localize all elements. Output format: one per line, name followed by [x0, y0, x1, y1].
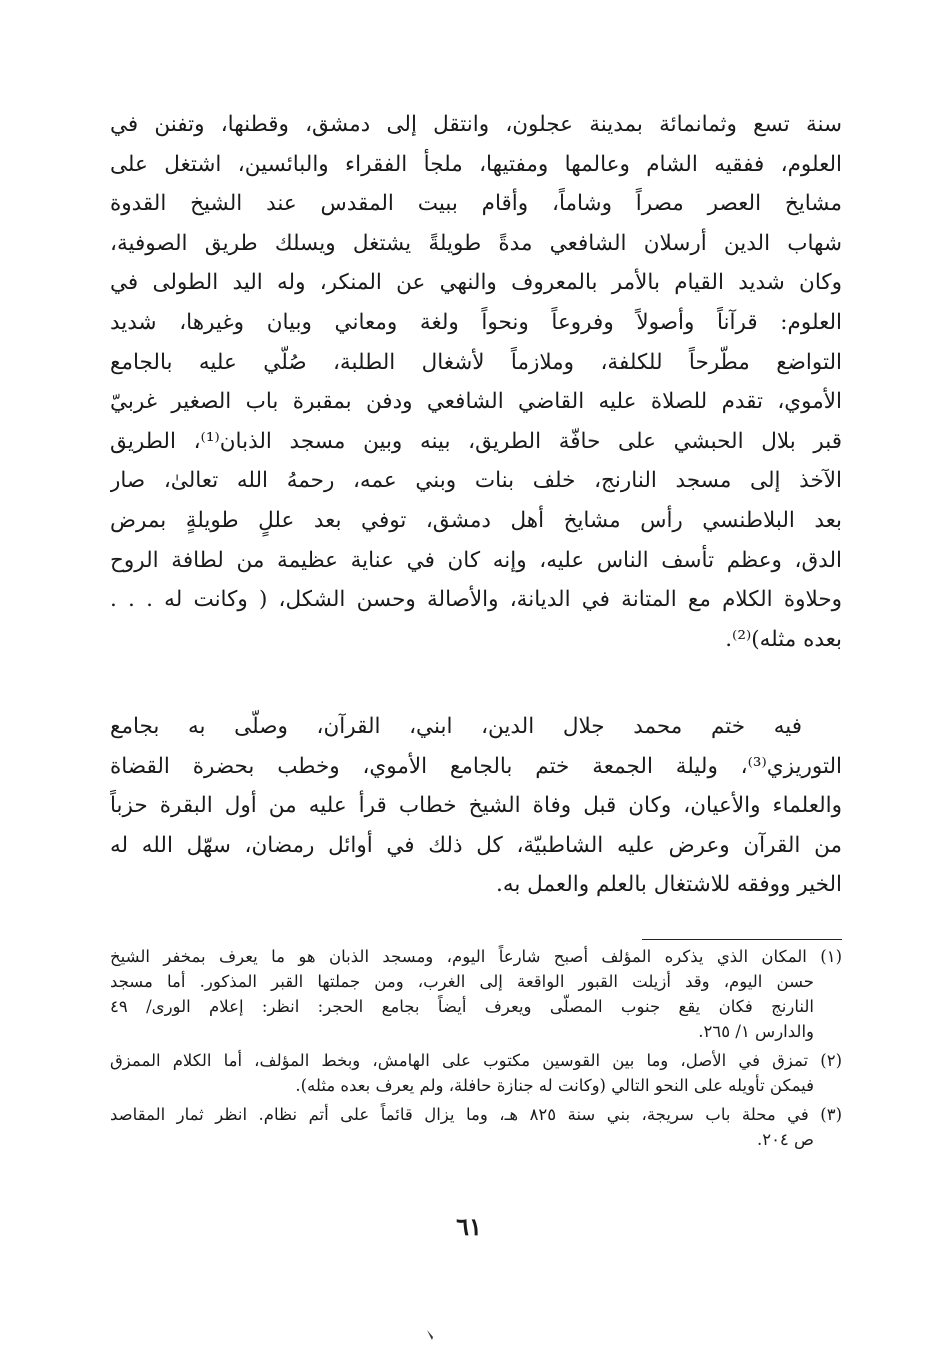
text-line: بعد البلاطنسي رأس مشايخ أهل دمشق، توفي بعد عللٍ طويلةٍ بمرض: [110, 507, 842, 533]
text-line: وكان شديد القيام بالأمر بالمعروف والنهي عن المنكر، وله اليد الطولى في: [110, 270, 842, 296]
text-line: الدق، وعظم تأسف الناس عليه، وإنه كان في عناية عظيمة من لطافة الروح: [110, 547, 842, 573]
footnote-line: فيمكن تأويله على النحو التالي (وكانت له جنازة حافلة، ولم يعرف بعده مثله).: [295, 1076, 814, 1095]
text-line: بعده مثله)⁽²⁾.: [725, 626, 842, 652]
body-paragraph-1: [110, 105, 842, 659]
footnote-line: ص ٢٠٤.: [756, 1130, 814, 1149]
text-line: الآخذ إلى مسجد النارنج، خلف بنات وبني عمه، رحمهُ الله تعالىٰ، صار: [110, 468, 842, 494]
footnote-line: (١) المكان الذي يذكره المؤلف أصبح شارعاً اليوم، ومسجد الذبان هو ما يعرف بمخفر الشيخ: [110, 947, 842, 966]
footnotes-section: [110, 944, 842, 1156]
footnote-line: والدارس ١/ ٢٦٥.: [698, 1022, 814, 1041]
text-line: التواضع مطّرحاً للكلفة، وملازماً لأشغال الطلبة، صُلّي عليه بالجامع: [110, 349, 842, 375]
footnote-divider: [642, 939, 842, 940]
text-line: العلوم: قرآناً وأصولاً وفروعاً ونحواً ولغة ومعاني وبيان وغيرها، شديد: [110, 309, 842, 335]
text-line: قبر بلال الحبشي على حافّة الطريق، بينه وبين مسجد الذبان⁽¹⁾، الطريق: [110, 428, 842, 454]
page-number: ٦١: [456, 1212, 482, 1241]
footnote-2: [110, 1048, 842, 1098]
text-line: شهاب الدين أرسلان الشافعي مدةً طويلةً يشتغل ويسلك طريق الصوفية،: [110, 230, 842, 256]
text-line: الأموي، تقدم للصلاة عليه القاضي الشافعي ودفن بمقبرة باب الصغير غربيّ: [110, 389, 842, 415]
text-line: مشايخ العصر مصراً وشاماً، وأقام ببيت المقدس عند الشيخ القدوة: [110, 191, 842, 217]
text-line: سنة تسع وثمانمائة بمدينة عجلون، وانتقل إلى دمشق، وقطنها، وتفنن في: [110, 112, 842, 137]
scan-speck-icon: [424, 1328, 438, 1342]
footnote-1: [110, 944, 842, 1044]
footnote-3: [110, 1102, 842, 1152]
footnote-line: حسن اليوم، وقد أزيلت القبور الواقعة إلى الغرب، ومن جملتها القبر المذكور. أما مسجد: [110, 972, 814, 991]
footnote-line: (٣) في محلة باب سريجة، بني سنة ٨٢٥ هـ، وما يزال قائماً على أتم نظام. انظر ثمار المقاصد: [110, 1105, 842, 1124]
footnote-line: (٢) تمزق في الأصل، وما بين القوسين مكتوب على الهامش، وبخط المؤلف، أما الكلام الممزق: [110, 1051, 842, 1070]
footnote-line: النارنج فكان يقع جنوب المصلّى ويعرف أيضاً بجامع الحجر: انظر: إعلام الورى/ ٤٩: [110, 997, 814, 1016]
text-line: وحلاوة الكلام مع المتانة في الديانة، والأصالة وحسن الشكل، ( وكانت له . . .: [110, 587, 842, 613]
text-line: العلوم، ففقيه الشام وعالمها ومفتيها، ملجأ الفقراء والبائسين، اشتغل على: [110, 151, 842, 177]
body-paragraph-2: [110, 707, 842, 905]
text-line: من القرآن وعرض عليه الشاطبيّة، كل ذلك في أوائل رمضان، سهّل الله له: [110, 832, 842, 858]
text-line: الخير ووفقه للاشتغال بالعلم والعمل به.: [495, 872, 842, 898]
text-line: التوريزي⁽³⁾، وليلة الجمعة ختم بالجامع الأموي، وخطب بحضرة القضاة: [110, 753, 842, 779]
text-line: فيه ختم محمد جلال الدين، ابني، القرآن، وصلّى به بجامع: [110, 714, 802, 739]
text-line: والعلماء والأعيان، وكان قبل وفاة الشيخ خطاب قرأ عليه من أول البقرة حزباً: [110, 793, 842, 819]
